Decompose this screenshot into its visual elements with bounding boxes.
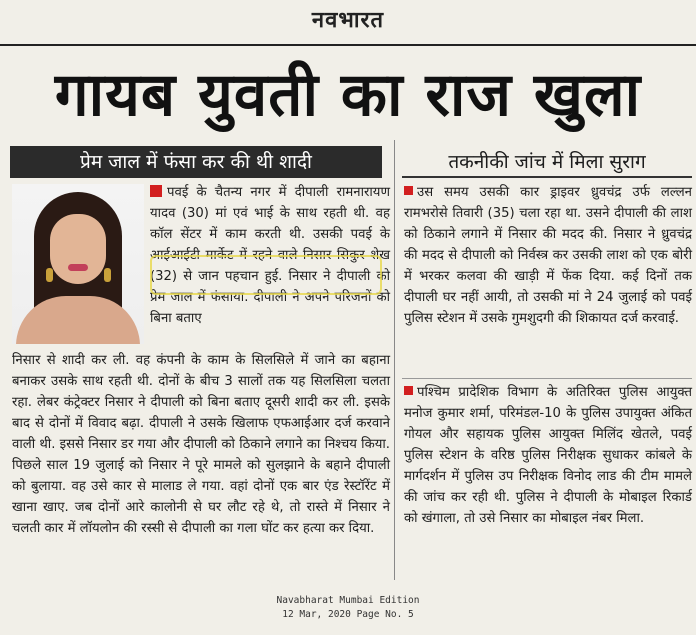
column-divider	[394, 140, 395, 580]
headline: गायब युवती का राज खुला	[54, 60, 642, 130]
earring-icon	[46, 268, 53, 282]
edition-name: Navabharat Mumbai Edition	[276, 595, 420, 606]
subheadline-right: तकनीकी जांच में मिला सुराग	[402, 146, 692, 178]
bullet-square-icon	[404, 186, 413, 195]
right-paragraph-1	[404, 182, 692, 329]
right-para1-text: उस समय उसकी कार ड्राइवर ध्रुवचंद्र उर्फ लल्लन रामभरोसे तिवारी (35) चला रहा था. उसने दीपाली की लाश को ठिकाने लगाने में निसार की मदद की. निसार ने ध्रुवचंद्र की मदद से दीपाली को निर्वस्त्र कर उसकी लाश को एक बोरी में भरकर कलवा की खाड़ी में फेंक दिया. कई दिनों तक दीपाली घर नहीं आयी, तो उसकी मां ने 24 जुलाई को पवई पुलिस स्टेशन में उसके गुमशुदगी की शिकायत दर्ज करवाई.	[404, 185, 692, 326]
lead-text: पवई के चैतन्य नगर में दीपाली रामनारायण यादव (30) मां एवं भाई के साथ रहती थी. वह कॉल सेंटर में काम करती थी. उसकी पवई के आईआईटी मार्केट में रहने वाले निसार सिकुर शेख (32) से जान पहचान हुई. निसार ने दीपाली को प्रेम जाल में फंसाया. दीपाली ने अपने परिजनों को बिना बताए	[150, 185, 390, 326]
face-shape	[50, 214, 106, 284]
right-para2-text: पश्चिम प्रादेशिक विभाग के अतिरिक्त पुलिस आयुक्त मनोज कुमार शर्मा, परिमंडल-10 के पुलिस उपायुक्त अंकित गोयल और सहायक पुलिस आयुक्त मिलिंद खेतले, पवई पुलिस स्टेशन के वरिष्ठ पुलिस निरीक्षक सुधाकर कांबले के मार्गदर्शन में पुलिस उप निरीक्षक विनोद लाड की टीम मामले की जांच कर रही थी. पुलिस ने दीपाली के मोबाइल रिकार्ड को खंगाला, तो उसे निसार का मोबाइल नंबर मिला.	[404, 385, 692, 526]
article-continuation-paragraph: निसार से शादी कर ली. वह कंपनी के काम के सिलसिले में जाने का बहाना बनाकर उसके साथ रहती थी. दोनों के बीच 3 सालों तक यह सिलसिला चलता रहा. लेबर कंट्रेक्टर निसार ने दीपाली को बिना बताए दूसरी शादी कर ली. इसके बाद से दोनों में विवाद बढ़ा. दीपाली ने उसके खिलाफ एफआईआर दर्ज करवाने वाली थी. इससे निसार डर गया और दीपाली को ठिकाने लगाने का निश्चय किया. पिछले साल 19 जुलाई को निसार ने पूरे मामले को सुलझाने के बहाने दीपाली को बुलाया. वह उसे कार से मालाड ले गया. वहां दोनों एक बार एंड रेस्टॉरेंट में खाना खाए. जब दोनों आरे कालोनी से घर लौट रहे थे, तो रास्ते में निसार ने चलती कार में लॉयलोन की रस्सी से दीपाली का गला घोंट कर हत्या कर दिया.	[12, 353, 390, 536]
article-lead-paragraph	[150, 182, 390, 329]
top-rule	[0, 44, 696, 46]
right-paragraph-2	[404, 382, 692, 529]
edition-date-page: 12 Mar, 2020 Page No. 5	[282, 609, 414, 620]
masthead	[0, 0, 696, 46]
newspaper-name: नवभारत	[311, 8, 385, 33]
right-separator	[402, 378, 692, 379]
subheadline-left: प्रेम जाल में फंसा कर की थी शादी	[10, 146, 382, 178]
bullet-square-icon	[150, 185, 162, 197]
bullet-square-icon	[404, 386, 413, 395]
earring-icon	[104, 268, 111, 282]
woman-portrait-photo	[12, 184, 144, 344]
lips-shape	[68, 264, 88, 271]
edition-credit	[0, 594, 696, 622]
